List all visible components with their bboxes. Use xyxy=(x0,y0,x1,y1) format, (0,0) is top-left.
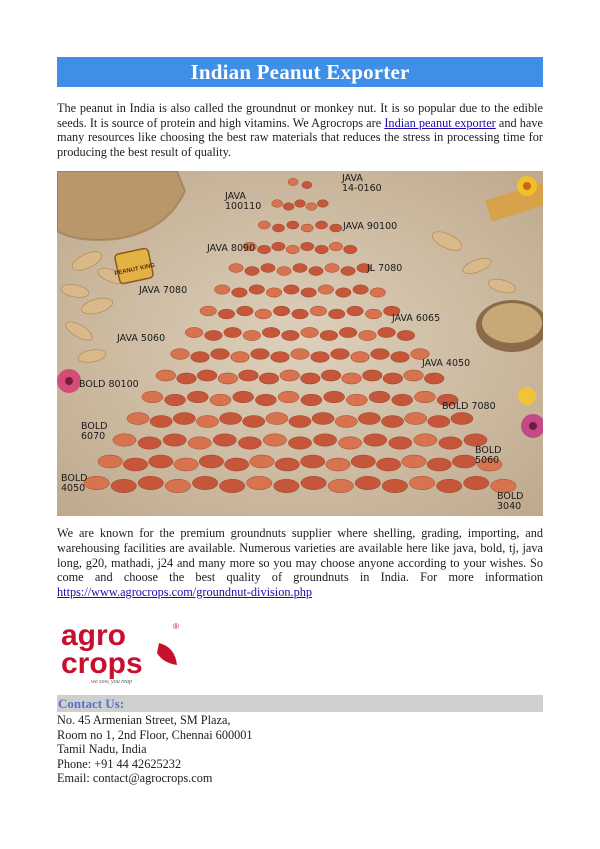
peanut-kernel xyxy=(329,243,342,252)
peanut-kernel xyxy=(218,373,238,384)
peanut-kernel xyxy=(301,224,313,232)
peanut-kernel xyxy=(414,392,435,404)
peanut-kernel xyxy=(339,437,362,449)
variety-label: JAVA xyxy=(342,173,363,185)
variety-label: JAVA 5060 xyxy=(117,333,166,345)
peanut-kernel xyxy=(359,331,377,341)
variety-label: JL 7080 xyxy=(367,263,403,275)
peanut-kernel xyxy=(355,477,380,490)
peanut-kernel xyxy=(414,434,437,446)
peanut-kernel xyxy=(262,328,280,338)
peanut-kernel xyxy=(295,200,306,208)
brand-stamp-text: PEANUT KING xyxy=(113,263,156,278)
peanut-kernel xyxy=(266,413,288,425)
variety-label: BOLD 80100 xyxy=(79,379,139,391)
page-title: Indian Peanut Exporter xyxy=(190,59,410,84)
peanut-kernel xyxy=(369,392,390,404)
peanut-kernel xyxy=(378,328,396,338)
intro-paragraph xyxy=(57,101,543,159)
peanut-kernel xyxy=(370,288,386,297)
intro-text-2: and have many resources like choosing the best raw materials that reduces the stress in processing time for producing the best result of quality. xyxy=(57,115,543,159)
agrocrops-logo-mark xyxy=(57,615,197,687)
peanut-kernel xyxy=(439,437,462,449)
peanut-kernel xyxy=(233,392,254,404)
contact-heading: Contact Us: xyxy=(58,695,125,711)
peanut-kernel xyxy=(282,331,300,341)
peanut-kernel xyxy=(347,306,364,316)
peanut-kernel xyxy=(391,352,410,363)
agrocrops-logo xyxy=(57,615,543,685)
peanut-kernel xyxy=(306,203,317,211)
peanut-kernel xyxy=(165,480,190,493)
peanut-kernel xyxy=(331,349,350,360)
peanut-kernel xyxy=(365,309,382,319)
peanut-kernel xyxy=(324,392,345,404)
groundnut-division-link[interactable]: https://www.agrocrops.com/groundnut-division.php xyxy=(57,584,313,599)
peanut-kernel xyxy=(381,416,403,428)
peanut-pyramid-image xyxy=(57,171,543,516)
peanut-kernel xyxy=(301,243,314,252)
peanut-kernel xyxy=(247,477,272,490)
peanut-kernel xyxy=(342,373,362,384)
peanut-kernel xyxy=(288,437,311,449)
peanut-kernel xyxy=(317,200,328,208)
peanut-kernel xyxy=(187,392,208,404)
peanut-kernel xyxy=(278,392,299,404)
peanut-kernel xyxy=(196,416,218,428)
peanut-kernel xyxy=(301,395,322,407)
peanut-kernel xyxy=(185,328,203,338)
peanut-kernel xyxy=(197,370,217,381)
peanut-kernel xyxy=(127,413,149,425)
peanut-kernel xyxy=(243,331,261,341)
title-banner xyxy=(57,57,543,87)
peanut-kernel xyxy=(165,395,186,407)
peanut-kernel xyxy=(224,328,242,338)
leaf-icon xyxy=(157,643,177,665)
peanut-kernel xyxy=(428,416,450,428)
intro-text-1: The peanut in India is also called the groundnut or monkey nut. It is so popular due to the edible seeds. It is source of protein and high vitamins. We Agrocrops are xyxy=(57,101,543,130)
peanut-kernel xyxy=(255,395,276,407)
description-paragraph xyxy=(57,526,543,599)
peanut-kernel xyxy=(274,480,299,493)
peanut-kernel xyxy=(149,455,173,468)
peanut-kernel xyxy=(211,349,230,360)
peanut-kernel xyxy=(464,477,489,490)
contact-details xyxy=(57,713,543,785)
peanut-kernel xyxy=(405,413,427,425)
variety-label: JAVA 6065 xyxy=(392,313,441,325)
variety-label: 3040 xyxy=(497,501,522,513)
peanut-kernel xyxy=(123,458,147,471)
peanut-kernel xyxy=(173,413,195,425)
peanut-kernel xyxy=(272,224,284,232)
peanut-kernel xyxy=(249,285,265,294)
peanut-kernel xyxy=(113,434,136,446)
peanut-kernel xyxy=(255,309,272,319)
peanut-kernel xyxy=(245,267,259,276)
peanut-kernel xyxy=(318,285,334,294)
peanut-kernel xyxy=(427,458,451,471)
peanut-kernel xyxy=(300,373,320,384)
peanut-kernel xyxy=(271,352,290,363)
peanut-kernel xyxy=(353,285,369,294)
peanut-kernel xyxy=(346,395,367,407)
peanut-kernel xyxy=(250,455,274,468)
peanut-kernel xyxy=(191,352,210,363)
variety-label: JAVA 8090 xyxy=(207,243,256,255)
peanut-kernel xyxy=(335,416,357,428)
peanut-kernel xyxy=(310,306,327,316)
peanut-kernel xyxy=(336,288,352,297)
peanut-kernel xyxy=(301,328,319,338)
peanut-kernel xyxy=(284,285,300,294)
peanut-kernel xyxy=(188,437,211,449)
peanut-kernel xyxy=(287,221,299,229)
peanut-kernel xyxy=(321,370,341,381)
variety-label: 4050 xyxy=(61,483,86,495)
peanut-kernel xyxy=(218,309,235,319)
contact-phone: Phone: +91 44 42625232 xyxy=(57,756,182,771)
peanut-kernel xyxy=(283,203,294,211)
peanut-kernel xyxy=(210,395,231,407)
variety-label: JAVA 90100 xyxy=(343,221,398,233)
variety-label: 6070 xyxy=(81,431,106,443)
peanut-kernel xyxy=(257,246,270,255)
variety-label: JAVA 7080 xyxy=(139,285,188,297)
peanut-kernel xyxy=(232,288,248,297)
peanut-kernel xyxy=(150,416,172,428)
peanut-kernel xyxy=(392,395,413,407)
variety-label: BOLD xyxy=(497,491,524,503)
peanut-kernel xyxy=(312,413,334,425)
peanut-kernel xyxy=(275,458,299,471)
peanut-kernel xyxy=(192,477,217,490)
variety-label: 14-0160 xyxy=(342,183,382,195)
peanut-kernel xyxy=(341,267,355,276)
peanut-kernel xyxy=(171,349,190,360)
peanut-kernel xyxy=(272,200,283,208)
peanut-kernel xyxy=(220,413,242,425)
peanut-kernel xyxy=(156,370,176,381)
peanut-kernel xyxy=(351,352,370,363)
peanut-kernel xyxy=(409,477,434,490)
peanut-kernel xyxy=(289,416,311,428)
peanut-kernel xyxy=(358,413,380,425)
peanut-varieties-photo xyxy=(57,171,543,516)
peanut-kernel xyxy=(243,416,265,428)
peanut-kernel xyxy=(328,480,353,493)
peanut-kernel xyxy=(237,306,254,316)
peanut-kernel xyxy=(84,477,109,490)
peanut-kernel xyxy=(138,437,161,449)
peanut-kernel xyxy=(286,246,299,255)
peanut-kernel xyxy=(293,264,307,273)
variety-label: BOLD xyxy=(475,445,502,457)
peanut-kernel xyxy=(258,221,270,229)
peanut-kernel xyxy=(376,458,400,471)
contact-address-line2: Room no 1, 2nd Floor, Chennai 600001 xyxy=(57,727,253,742)
peanut-kernel xyxy=(239,370,259,381)
peanut-kernel xyxy=(163,434,186,446)
peanut-kernel xyxy=(266,288,282,297)
peanut-kernel xyxy=(397,331,415,341)
variety-label: JAVA 4050 xyxy=(422,358,471,370)
peanut-kernel xyxy=(451,413,473,425)
variety-label: BOLD 7080 xyxy=(442,401,496,413)
registered-mark: ® xyxy=(173,622,179,632)
peanut-kernel xyxy=(220,480,245,493)
peanut-kernel xyxy=(288,179,298,186)
peanut-kernel xyxy=(98,455,122,468)
peanut-kernel xyxy=(138,477,163,490)
peanut-kernel xyxy=(301,288,317,297)
variety-label: 5060 xyxy=(475,455,500,467)
variety-label: BOLD xyxy=(61,473,88,485)
peanut-kernel xyxy=(177,373,197,384)
peanut-kernel xyxy=(251,349,270,360)
peanut-kernel xyxy=(315,246,328,255)
peanut-kernel xyxy=(263,434,286,446)
peanut-kernel xyxy=(292,309,309,319)
contact-address-line3: Tamil Nadu, India xyxy=(57,742,147,757)
contact-email[interactable]: Email: contact@agrocrops.com xyxy=(57,770,213,785)
variety-label: BOLD xyxy=(81,421,108,433)
variety-label: 100110 xyxy=(225,201,262,213)
indian-peanut-exporter-link[interactable]: Indian peanut exporter xyxy=(384,115,496,130)
peanut-kernel xyxy=(382,480,407,493)
peanut-kernel xyxy=(326,458,350,471)
peanut-kernel xyxy=(280,370,300,381)
peanut-kernel xyxy=(314,434,337,446)
peanut-kernel xyxy=(214,285,230,294)
peanut-kernel xyxy=(231,352,250,363)
peanut-kernel xyxy=(364,434,387,446)
peanut-kernel xyxy=(320,331,338,341)
peanut-kernel xyxy=(301,455,325,468)
peanut-kernel xyxy=(315,221,327,229)
peanut-kernel xyxy=(402,455,426,468)
peanut-kernel xyxy=(351,455,375,468)
peanut-kernel xyxy=(325,264,339,273)
peanut-kernel xyxy=(205,331,223,341)
peanut-kernel xyxy=(383,373,403,384)
variety-label: JAVA xyxy=(225,191,246,203)
contact-heading-bar xyxy=(57,695,543,712)
peanut-kernel xyxy=(344,246,357,255)
description-text: We are known for the premium groundnuts supplier where shelling, grading, importing, and warehousing facilities are available. Numerous varieties are available here like java, bold, tj, java long, g20, mathadi, j24 and many more so you may choose anyone according to your wishes. So come and choose the best quality of groundnuts in India. For more information xyxy=(57,526,543,585)
peanut-kernel xyxy=(371,349,390,360)
peanut-kernel xyxy=(259,373,279,384)
peanut-kernel xyxy=(339,328,357,338)
peanut-kernel xyxy=(229,264,243,273)
contact-address-line1: No. 45 Armenian Street, SM Plaza, xyxy=(57,713,231,728)
peanut-kernel xyxy=(404,370,424,381)
document-page xyxy=(57,57,543,785)
peanut-kernel xyxy=(302,182,312,189)
peanut-kernel xyxy=(437,480,462,493)
peanut-kernel xyxy=(389,437,412,449)
peanut-kernel xyxy=(200,306,217,316)
logo-line1: agro xyxy=(61,619,127,653)
peanut-kernel xyxy=(291,349,310,360)
peanut-kernel xyxy=(277,267,291,276)
peanut-kernel xyxy=(111,480,136,493)
peanut-kernel xyxy=(225,458,249,471)
peanut-kernel xyxy=(199,455,223,468)
peanut-kernel xyxy=(174,458,198,471)
flower-left xyxy=(57,369,81,393)
peanut-kernel xyxy=(330,224,342,232)
peanut-kernel xyxy=(238,437,261,449)
peanut-kernel xyxy=(261,264,275,273)
peanut-kernel xyxy=(328,309,345,319)
peanut-kernel xyxy=(301,477,326,490)
peanut-kernel xyxy=(142,392,163,404)
peanut-kernel xyxy=(309,267,323,276)
logo-tagline: we sow, you reap xyxy=(91,679,132,686)
peanut-kernel xyxy=(452,455,476,468)
peanut-kernel xyxy=(273,306,290,316)
peanut-kernel xyxy=(213,434,236,446)
logo-line2: crops xyxy=(61,647,143,681)
flower-top-right xyxy=(517,176,537,196)
peanut-kernel xyxy=(424,373,444,384)
peanut-kernel xyxy=(272,243,285,252)
peanut-kernel xyxy=(311,352,330,363)
peanut-kernel xyxy=(362,370,382,381)
